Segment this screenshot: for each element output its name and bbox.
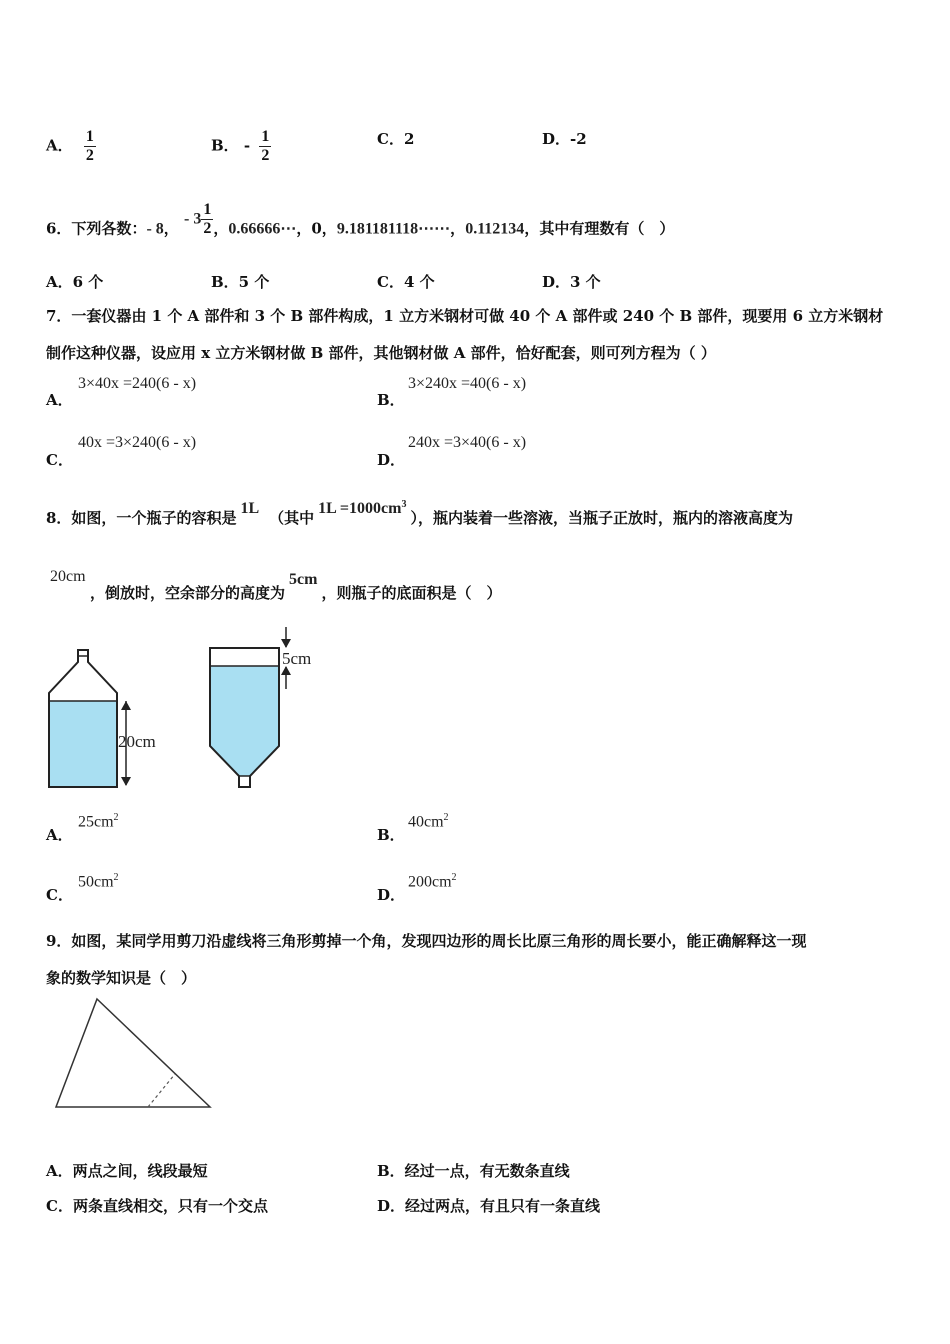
q9-option-b: B．经过一点，有无数条直线 [377, 1162, 570, 1180]
q8-unit-conversion: $1L =1000cm^3$ [318, 499, 407, 517]
q8-option-a-label: A． [46, 826, 73, 844]
q5-option-c: C．2 [377, 130, 415, 148]
label-5cm: 5cm [282, 649, 312, 668]
q8-option-a-value: $25cm^2$ [78, 812, 119, 831]
fraction: $\frac{1}{2}$ [85, 128, 94, 164]
q9-line2: 象的数学知识是（ ） [46, 969, 197, 987]
q5-option-b: B． - $\frac{1}{2}$ [211, 128, 270, 164]
q5-option-d: D．-2 [542, 130, 587, 148]
q5-option-a: A． $\frac{1}{2}$ [46, 128, 94, 164]
dashed-cut-line [148, 1074, 175, 1107]
q7-line1: 7．一套仪器由 1 个 A 部件和 3 个 B 部件构成，1 立方米钢材可做 40 个 A 部件或 240 个 B 部件，现要用 6 立方米钢材 [46, 307, 884, 325]
q9-option-d: D．经过两点，有且只有一条直线 [377, 1197, 601, 1215]
label-20cm: 20cm [118, 732, 156, 751]
q6-option-b: B．5 个 [211, 273, 270, 291]
q7-option-b-label: B． [377, 391, 405, 409]
q6-option-a: A．6 个 [46, 273, 104, 291]
q7-option-d-label: D． [377, 451, 406, 469]
q9-line1: 9．如图，某同学用剪刀沿虚线将三角形剪掉一个角，发现四边形的周长比原三角形的周长要小，能正确解释这一现 [46, 932, 807, 950]
q6-option-c: C．4 个 [377, 273, 435, 291]
arrow-up-icon [121, 701, 131, 710]
q8-height-20: 20cm [50, 568, 86, 585]
q7-option-c-label: C． [46, 451, 73, 469]
q9-option-a: A．两点之间，线段最短 [46, 1162, 208, 1180]
q7-option-a-label: A． [46, 391, 73, 409]
q7-option-a-equation: 3×40x =240(6 - x) [78, 375, 197, 392]
q7-option-c-equation: 40x =3×240(6 - x) [78, 434, 197, 451]
q8-option-d-label: D． [377, 886, 406, 904]
triangle-outline [56, 999, 210, 1107]
liquid-fill [210, 666, 279, 746]
fraction: $\frac{1}{2}$ [261, 128, 270, 164]
fraction: $\frac{1}{2}$ [203, 201, 212, 237]
liquid-fill [49, 701, 117, 787]
q6-question: 6．下列各数：- 8， - 3 $\frac{1}{2}$ ，0.66666⋯，0，9.181181118⋯⋯，0.112134，其中有理数有（ ） [46, 201, 675, 238]
q7-option-d-equation: 240x =3×40(6 - x) [408, 434, 527, 451]
q8-option-b-label: B． [377, 826, 405, 844]
mixed-number: - 3 $\frac{1}{2}$ [184, 201, 212, 237]
inverted-bottle-figure [205, 625, 335, 795]
upright-bottle-figure [40, 640, 180, 795]
arrow-down-icon [121, 777, 131, 786]
triangle-figure [50, 995, 220, 1115]
q6-option-d: D．3 个 [542, 273, 601, 291]
q8-option-c-value: $50cm^2$ [78, 872, 119, 891]
q8-option-c-label: C． [46, 886, 73, 904]
arrow-down-icon [281, 639, 291, 648]
liquid-fill-neck [210, 746, 279, 776]
q8-line2: ，倒放时，空余部分的高度为5cm，则瓶子的底面积是（ ） [90, 571, 502, 602]
q8-option-b-value: $40cm^2$ [408, 812, 449, 831]
q7-line2: 制作这种仪器，设应用 x 立方米钢材做 B 部件，其他钢材做 A 部件，恰好配套，则可列方程为（ ） [46, 344, 716, 362]
q8-option-d-value: $200cm^2$ [408, 872, 457, 891]
q8-line1: 8．如图，一个瓶子的容积是1L（其中$1L =1000cm^3$），瓶内装着一些溶液，当瓶子正放时，瓶内的溶液高度为 [46, 499, 793, 527]
q7-option-b-equation: 3×240x =40(6 - x) [408, 375, 527, 392]
q9-option-c: C．两条直线相交，只有一个交点 [46, 1197, 268, 1215]
